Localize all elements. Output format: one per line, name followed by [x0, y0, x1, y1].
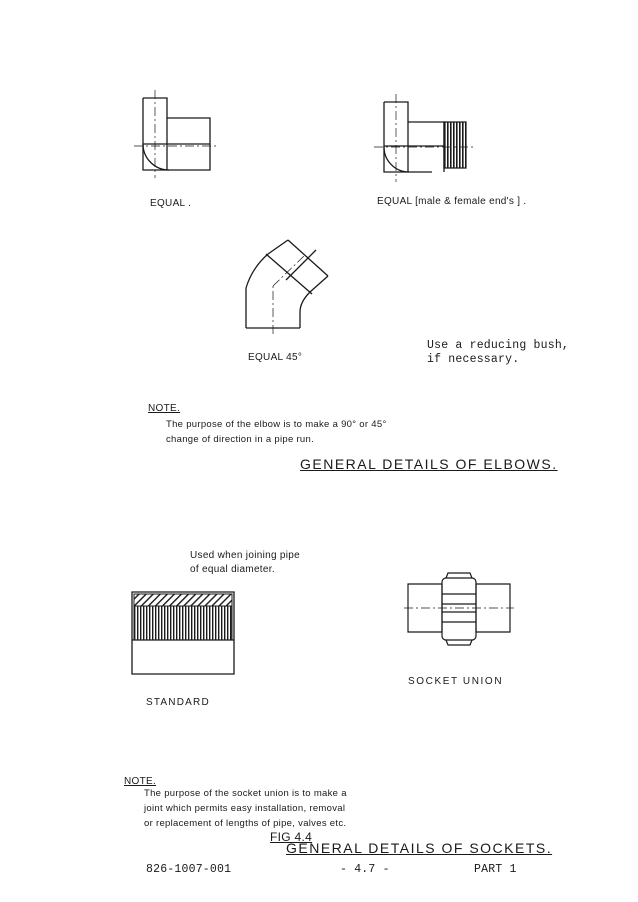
- used-when-line2: of equal diameter.: [190, 564, 275, 575]
- sockets-section-title: GENERAL DETAILS OF SOCKETS.: [286, 840, 553, 856]
- part-label: PART 1: [474, 863, 517, 876]
- document-number: 826-1007-001: [146, 863, 232, 876]
- standard-socket-drawing: [128, 590, 238, 676]
- socket-union-drawing: [404, 572, 514, 648]
- label-equal-45: EQUAL 45°: [248, 352, 303, 363]
- equal-elbow-drawing: [130, 88, 220, 180]
- label-equal-male-female: EQUAL [male & female end's ] .: [377, 196, 527, 207]
- elbows-section-title: GENERAL DETAILS OF ELBOWS.: [300, 456, 558, 472]
- equal-male-female-elbow-drawing: [372, 92, 476, 184]
- page-number: - 4.7 -: [340, 863, 390, 876]
- elbow-note-line1: The purpose of the elbow is to make a 90° or 45°: [166, 419, 387, 430]
- figure-label: FIG 4.4: [270, 830, 313, 844]
- label-socket-union: SOCKET UNION: [408, 676, 504, 687]
- elbow-note-heading: NOTE.: [148, 403, 181, 414]
- elbow-note-line2: change of direction in a pipe run.: [166, 434, 315, 445]
- label-equal: EQUAL .: [150, 198, 192, 209]
- label-standard: STANDARD: [146, 697, 210, 708]
- equal-45-elbow-drawing: [238, 236, 334, 336]
- used-when-line1: Used when joining pipe: [190, 550, 301, 561]
- reducing-bush-note-line1: Use a reducing bush,: [427, 339, 570, 352]
- socket-note-line3: or replacement of lengths of pipe, valves etc.: [144, 818, 347, 829]
- reducing-bush-note-line2: if necessary.: [427, 353, 520, 366]
- socket-note-heading: NOTE.: [124, 776, 157, 787]
- socket-note-line2: joint which permits easy installation, removal: [144, 803, 346, 814]
- socket-note-line1: The purpose of the socket union is to make a: [144, 788, 347, 799]
